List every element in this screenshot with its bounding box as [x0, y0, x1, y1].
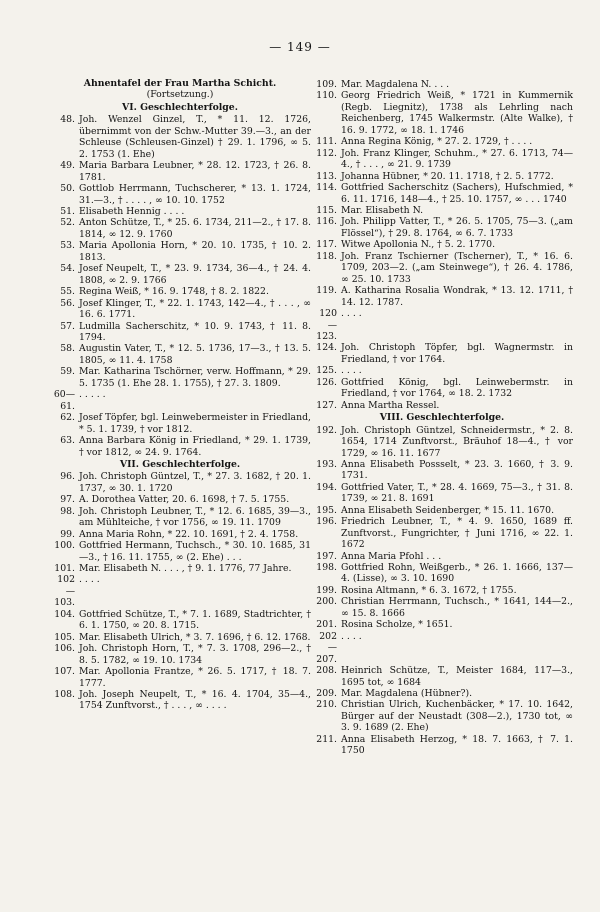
entry-text: Christian Herrmann, Tuchsch., * 1641, 144—2., ∞ 15. 8. 1666 [341, 596, 573, 619]
entry-text: Gottfried Sacherschitz (Sachers), Hufschmied, * 6. 11. 1716, 148—4., † 25. 10. 1757, ∞ . . . 1740 [341, 182, 573, 205]
page-number: — 149 — [269, 40, 331, 54]
entry-text: Josef Neupelt, T., * 23. 9. 1734, 36—4., † 24. 4. 1808, ∞ 2. 9. 1766 [79, 263, 311, 286]
entry-text: Johanna Hübner, * 20. 11. 1718, † 2. 5. 1772. [341, 170, 554, 182]
entry-number: 101. [54, 563, 75, 575]
ancestor-entry [311, 688, 573, 699]
entry-text: Mar. Elisabeth N. [341, 204, 424, 216]
entry-text: Mar. Elisabeth Ulrich, * 3. 7. 1696, † 6. 12. 1768. [79, 631, 311, 643]
document-title: Ahnentafel der Frau Martha Schicht. [83, 78, 277, 89]
entry-number: 99. [60, 528, 75, 540]
entry-number: 201. [316, 619, 337, 631]
entry-text: Joh. Franz Klinger, Schuhm., * 27. 6. 1713, 74—4., † . . . , ∞ 21. 9. 1739 [341, 147, 573, 171]
entry-text: Gottfried Hermann, Tuchsch., * 30. 10. 1685, 31—3., † 16. 11. 1755, ∞ (2. Ehe) . . . [79, 540, 311, 563]
entry-text: Mar. Elisabeth N. . . . , † 9. 1. 1776, 77 Jahre. [79, 563, 292, 575]
entry-number: 195. [316, 504, 337, 516]
entry-text: Anna Regina König, * 27. 2. 1729, † . . . . [341, 136, 533, 148]
left-column [49, 78, 311, 712]
entry-list-gen7 [49, 471, 311, 712]
ancestor-entry [49, 240, 311, 263]
ancestor-entry [311, 251, 573, 285]
entry-text: Witwe Apollonia N., † 5. 2. 1770. [341, 239, 496, 251]
ancestor-entry [311, 400, 573, 411]
ancestor-entry [49, 298, 311, 321]
ancestor-entry [311, 562, 573, 585]
entry-number: 48. [60, 114, 75, 126]
ancestor-entry [311, 734, 573, 757]
entry-number: 117. [316, 239, 337, 251]
ancestor-entry [49, 506, 311, 529]
entry-number: 125. [316, 365, 337, 377]
entry-text: Regina Weiß, * 16. 9. 1748, † 8. 2. 1822. [79, 286, 269, 298]
entry-text: Friedrich Leubner, T., * 4. 9. 1650, 1689 ff. Zunftvorst., Fungrichter, † Juni 1716, ∞ 22. 1. 1672 [341, 516, 573, 551]
entry-text: Gottfried Vater, T., * 28. 4. 1669, 75—3., † 31. 8. 1739, ∞ 21. 8. 1691 [341, 481, 573, 505]
entry-number: 96. [60, 471, 75, 483]
entry-text: Josef Klinger, T., * 22. 1. 1743, 142—4., † . . . , ∞ 16. 6. 1771. [79, 297, 311, 321]
entry-number: 111. [316, 136, 337, 148]
entry-text: Anna Elisabeth Seidenberger, * 15. 11. 1670. [341, 504, 555, 516]
entry-number: 208. [316, 665, 337, 677]
entry-number: 60—61. [53, 389, 75, 412]
entry-text: A. Katharina Rosalia Wondrak, * 13. 12. 1711, † 14. 12. 1787. [341, 285, 573, 308]
entry-number: 126. [316, 376, 337, 388]
ancestor-entry [311, 619, 573, 630]
entry-text: Gottlob Herrmann, Tuchscherer, * 13. 1. 1724, 31.—3., † . . . . , ∞ 10. 10. 1752 [79, 183, 311, 206]
ancestor-entry [49, 666, 311, 689]
entry-number: 198. [316, 562, 337, 574]
entry-number: 209. [316, 688, 337, 700]
ancestor-entry [49, 206, 311, 217]
entry-number: 58. [60, 343, 75, 355]
ancestor-entry [311, 425, 573, 459]
entry-list-gen7-cont [311, 79, 573, 411]
entry-text: Gottfried Schütze, T., * 7. 1. 1689, Stadtrichter, † 6. 1. 1750, ∞ 20. 8. 1715. [79, 608, 311, 632]
entry-number: 119. [316, 285, 337, 297]
entry-text: Maria Barbara Leubner, * 28. 12. 1723, † 26. 8. 1781. [79, 160, 311, 183]
entry-text: Heinrich Schütze, T., Meister 1684, 117—3., 1695 tot, ∞ 1684 [341, 665, 573, 688]
entry-text: . . . . [341, 308, 362, 320]
generation-heading-6: VI. Geschlechterfolge. [122, 101, 238, 113]
entry-number: 197. [316, 550, 337, 562]
entry-text: Mar. Magdalena (Hübner?). [341, 688, 473, 700]
entry-text: Anna Maria Rohn, * 22. 10. 1691, † 2. 4. 1758. [79, 528, 299, 540]
ancestor-entry [311, 482, 573, 505]
entry-number: 62. [60, 412, 75, 424]
ancestor-entry [311, 342, 573, 365]
entry-text: Augustin Vater, T., * 12. 5. 1736, 17—3., † 13. 5. 1805, ∞ 11. 4. 1758 [79, 343, 311, 366]
ancestor-entry [311, 182, 573, 205]
entry-text: Josef Töpfer, bgl. Leinwebermeister in Friedland, * 5. 1. 1739, † vor 1812. [79, 412, 311, 435]
ancestor-entry [311, 459, 573, 482]
entry-number: 196. [316, 516, 337, 528]
entry-number: 63. [60, 435, 75, 447]
entry-text: . . . . [341, 365, 362, 377]
entry-text: Ludmilla Sacherschitz, * 10. 9. 1743, † 11. 8. 1794. [79, 320, 311, 343]
ancestor-entry [311, 516, 573, 550]
entry-number: 107. [54, 666, 75, 678]
ancestor-entry [311, 596, 573, 619]
right-column [311, 79, 573, 757]
entry-number: 105. [54, 631, 75, 643]
entry-number: 200. [316, 596, 337, 608]
entry-text: A. Dorothea Vatter, 20. 6. 1698, † 7. 5. 1755. [79, 494, 290, 506]
entry-number: 202—207. [316, 630, 337, 665]
ancestor-entry [311, 285, 573, 308]
entry-text: Rosina Scholze, * 1651. [341, 619, 453, 631]
ancestor-entry [49, 471, 311, 494]
entry-text: Anna Elisabeth Herzog, * 18. 7. 1663, † 7. 1. 1750 [341, 733, 573, 757]
entry-number: 118. [316, 250, 337, 262]
entry-number: 51. [60, 205, 75, 217]
entry-text: Anna Elisabeth Possselt, * 23. 3. 1660, † 3. 9. 1731. [341, 458, 573, 482]
entry-text: Joh. Christoph Güntzel, T., * 27. 3. 1682, † 20. 1. 1737, ∞ 30. 1. 1720 [79, 471, 311, 494]
entry-number: 127. [316, 399, 337, 411]
entry-number: 108. [54, 689, 75, 701]
entry-text: . . . . [79, 574, 100, 586]
ancestor-entry [311, 239, 573, 250]
entry-number: 55. [60, 286, 75, 298]
entry-text: Joh. Christoph Leubner, T., * 12. 6. 1685, 39—3., am Mühlteiche, † vor 1756, ∞ 19. 11. 1709 [79, 505, 311, 529]
entry-text: Anna Barbara König in Friedland, * 29. 1. 1739, † vor 1812, ∞ 24. 9. 1764. [79, 435, 311, 458]
ancestor-entry [311, 79, 573, 90]
entry-text: Joh. Franz Tschierner (Tscherner), T., * 16. 6. 1709, 203—2. („am Steinwege“), † 26. 4. 1786, ∞ 25. 10. 1733 [341, 250, 573, 285]
entry-number: 211. [316, 733, 337, 745]
entry-number: 54. [60, 263, 75, 275]
entry-text: Anton Schütze, T., * 25. 6. 1734, 211—2., † 17. 8. 1814, ∞ 12. 9. 1760 [79, 217, 311, 240]
entry-number: 49. [60, 160, 75, 172]
ancestor-entry [49, 494, 311, 505]
entry-number: 124. [316, 342, 337, 354]
entry-number: 116. [316, 216, 337, 228]
entry-text: . . . . . [79, 389, 106, 401]
ancestor-entry [311, 699, 573, 733]
generation-heading-7: VII. Geschlechterfolge. [119, 458, 241, 470]
entry-text: Rosina Altmann, * 6. 3. 1672, † 1755. [341, 584, 517, 596]
entry-number: 109. [316, 79, 337, 90]
ancestor-entry [49, 540, 311, 563]
ancestor-entry [49, 366, 311, 389]
entry-text: Mar. Katharina Tschörner, verw. Hoffmann, * 29. 5. 1735 (1. Ehe 28. 1. 1755), † 27. 3. 1809. [79, 366, 311, 389]
entry-text: Maria Apollonia Horn, * 20. 10. 1735, † 10. 2. 1813. [79, 240, 311, 263]
ancestor-entry [311, 136, 573, 147]
entry-number: 98. [60, 505, 75, 517]
entry-text: Joh. Christoph Güntzel, Schneidermstr., * 2. 8. 1654, 1714 Zunftvorst., Bräuhof 18—4., † vor 1729, ∞ 16. 11. 1677 [341, 424, 573, 459]
ancestor-entry [49, 412, 311, 435]
ancestor-entry [311, 665, 573, 688]
ancestor-entry [311, 631, 573, 665]
ancestor-entry [311, 365, 573, 376]
entry-text: Joh. Christoph Horn, T., * 7. 3. 1708, 296—2., † 8. 5. 1782, ∞ 19. 10. 1734 [79, 643, 311, 666]
entry-text: Elisabeth Hennig . . . . [79, 205, 185, 217]
entry-number: 210. [316, 699, 337, 711]
ancestor-entry [49, 563, 311, 574]
entry-number: 104. [54, 608, 75, 620]
entry-number: 112. [316, 147, 337, 159]
ancestor-entry [49, 609, 311, 632]
entry-text: Georg Friedrich Weiß, * 1721 in Kummernik (Regb. Liegnitz), 1738 als Lehrling nach Reichenberg, 1745 Walkermstr. (Alte Walke), † 16. 9. 1772, ∞ 18. 1. 1746 [341, 90, 573, 136]
ancestor-entry [49, 286, 311, 297]
entry-number: 192. [316, 424, 337, 436]
ancestor-entry [49, 389, 311, 412]
entry-text: Gottfried Rohn, Weißgerb., * 26. 1. 1666, 137—4. (Lisse), ∞ 3. 10. 1690 [341, 562, 573, 585]
ancestor-entry [49, 529, 311, 540]
ancestor-entry [311, 308, 573, 342]
entry-text: Joh. Wenzel Ginzel, T., * 11. 12. 1726, übernimmt von der Schw.-Mutter 39.—3., an der Schleuse (Schleusen-Ginzel) † 29. 1. 1796, ∞ 5. 2. 1753 (1. Ehe) [79, 114, 311, 160]
document-subtitle: (Fortsetzung.) [146, 89, 214, 101]
entry-number: 115. [316, 204, 337, 216]
ancestor-entry [311, 90, 573, 136]
entry-number: 120—123. [316, 308, 337, 342]
ancestor-entry [49, 114, 311, 160]
ancestor-entry [49, 435, 311, 458]
entry-number: 97. [60, 494, 75, 506]
ancestor-entry [311, 148, 573, 171]
entry-number: 110. [316, 90, 337, 102]
generation-heading-8: VIII. Geschlechterfolge. [379, 412, 505, 424]
entry-text: Mar. Apollonia Frantze, * 26. 5. 1717, † 18. 7. 1777. [79, 666, 311, 689]
ancestor-entry [311, 377, 573, 400]
ancestor-entry [311, 205, 573, 216]
ancestor-entry [49, 183, 311, 206]
ancestor-entry [311, 585, 573, 596]
entry-number: 59. [60, 366, 75, 378]
ancestor-entry [311, 505, 573, 516]
entry-number: 52. [60, 217, 75, 229]
entry-text: . . . . [341, 630, 362, 642]
ancestor-entry [49, 321, 311, 344]
entry-number: 56. [60, 297, 75, 309]
ancestor-entry [49, 632, 311, 643]
entry-number: 57. [60, 320, 75, 332]
entry-text: Joh. Philipp Vatter, T., * 26. 5. 1705, 75—3. („am Flössel“), † 29. 8. 1764, ∞ 6. 7. 1733 [341, 216, 573, 239]
entry-text: Anna Martha Ressel. [341, 399, 440, 411]
entry-list-gen6 [49, 114, 311, 458]
entry-number: 199. [316, 584, 337, 596]
ancestor-entry [49, 643, 311, 666]
entry-number: 194. [316, 481, 337, 493]
ancestor-entry [311, 216, 573, 239]
entry-number: 114. [316, 182, 337, 194]
entry-text: Joh. Joseph Neupelt, T., * 16. 4. 1704, 35—4., 1754 Zunftvorst., † . . . , ∞ . . . . [79, 689, 311, 712]
ancestor-entry [49, 343, 311, 366]
entry-number: 106. [54, 643, 75, 655]
entry-text: Christian Ulrich, Kuchenbäcker, * 17. 10. 1642, Bürger auf der Neustadt (308—2.), 1730 tot, ∞ 3. 9. 1689 (2. Ehe) [341, 699, 573, 734]
ancestor-entry [49, 689, 311, 712]
entry-text: Anna Maria Pfohl . . . [341, 550, 442, 562]
ancestor-entry [49, 263, 311, 286]
entry-number: 50. [60, 183, 75, 195]
ancestor-entry [311, 551, 573, 562]
entry-text: Mar. Magdalena N. . . . [341, 79, 450, 90]
ancestor-entry [49, 160, 311, 183]
entry-number: 102—103. [54, 574, 75, 609]
ancestor-entry [49, 217, 311, 240]
entry-number: 193. [316, 458, 337, 470]
entry-number: 113. [316, 170, 337, 182]
entry-number: 100. [54, 540, 75, 552]
entry-list-gen8 [311, 425, 573, 757]
ancestor-entry [311, 171, 573, 182]
entry-text: Joh. Christoph Töpfer, bgl. Wagnermstr. in Friedland, † vor 1764. [341, 342, 573, 365]
entry-number: 53. [60, 240, 75, 252]
entry-text: Gottfried König, bgl. Leinwebermstr. in Friedland, † vor 1764, ∞ 18. 2. 1732 [341, 376, 573, 400]
ancestor-entry [49, 574, 311, 608]
